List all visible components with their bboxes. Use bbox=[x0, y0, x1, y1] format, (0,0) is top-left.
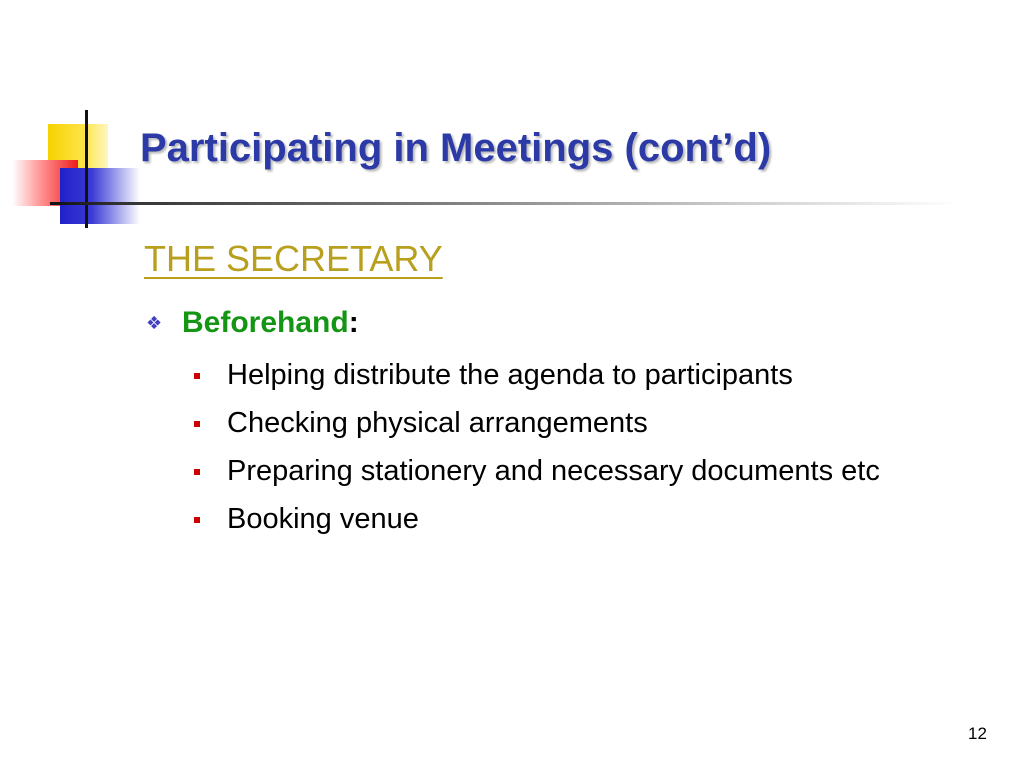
level1-colon: : bbox=[348, 306, 359, 339]
square-bullet-icon bbox=[194, 517, 200, 523]
page-number: 12 bbox=[968, 724, 987, 743]
square-bullet-icon bbox=[194, 469, 200, 475]
list-item bbox=[194, 451, 974, 491]
title-underline-rule bbox=[50, 202, 960, 205]
section-heading: THE SECRETARY bbox=[144, 238, 443, 279]
square-bullet-icon bbox=[194, 421, 200, 427]
list-item-text: Booking venue bbox=[227, 503, 419, 535]
list-item-text: Checking physical arrangements bbox=[227, 407, 648, 439]
list-item bbox=[194, 499, 974, 539]
diamond-bullet-icon: ❖ bbox=[146, 313, 163, 333]
level1-bullet-item bbox=[146, 306, 359, 340]
vertical-line-decoration bbox=[85, 110, 88, 228]
list-item-text: Preparing stationery and necessary documents etc bbox=[227, 455, 880, 487]
level1-label: Beforehand bbox=[182, 306, 349, 339]
list-item bbox=[194, 403, 974, 443]
square-bullet-icon bbox=[194, 373, 200, 379]
list-item bbox=[194, 355, 974, 395]
blue-square-decoration bbox=[60, 168, 140, 224]
slide-title: Participating in Meetings (cont’d) bbox=[140, 126, 772, 170]
sub-bullet-list bbox=[194, 355, 974, 547]
list-item-text: Helping distribute the agenda to participants bbox=[227, 359, 793, 391]
